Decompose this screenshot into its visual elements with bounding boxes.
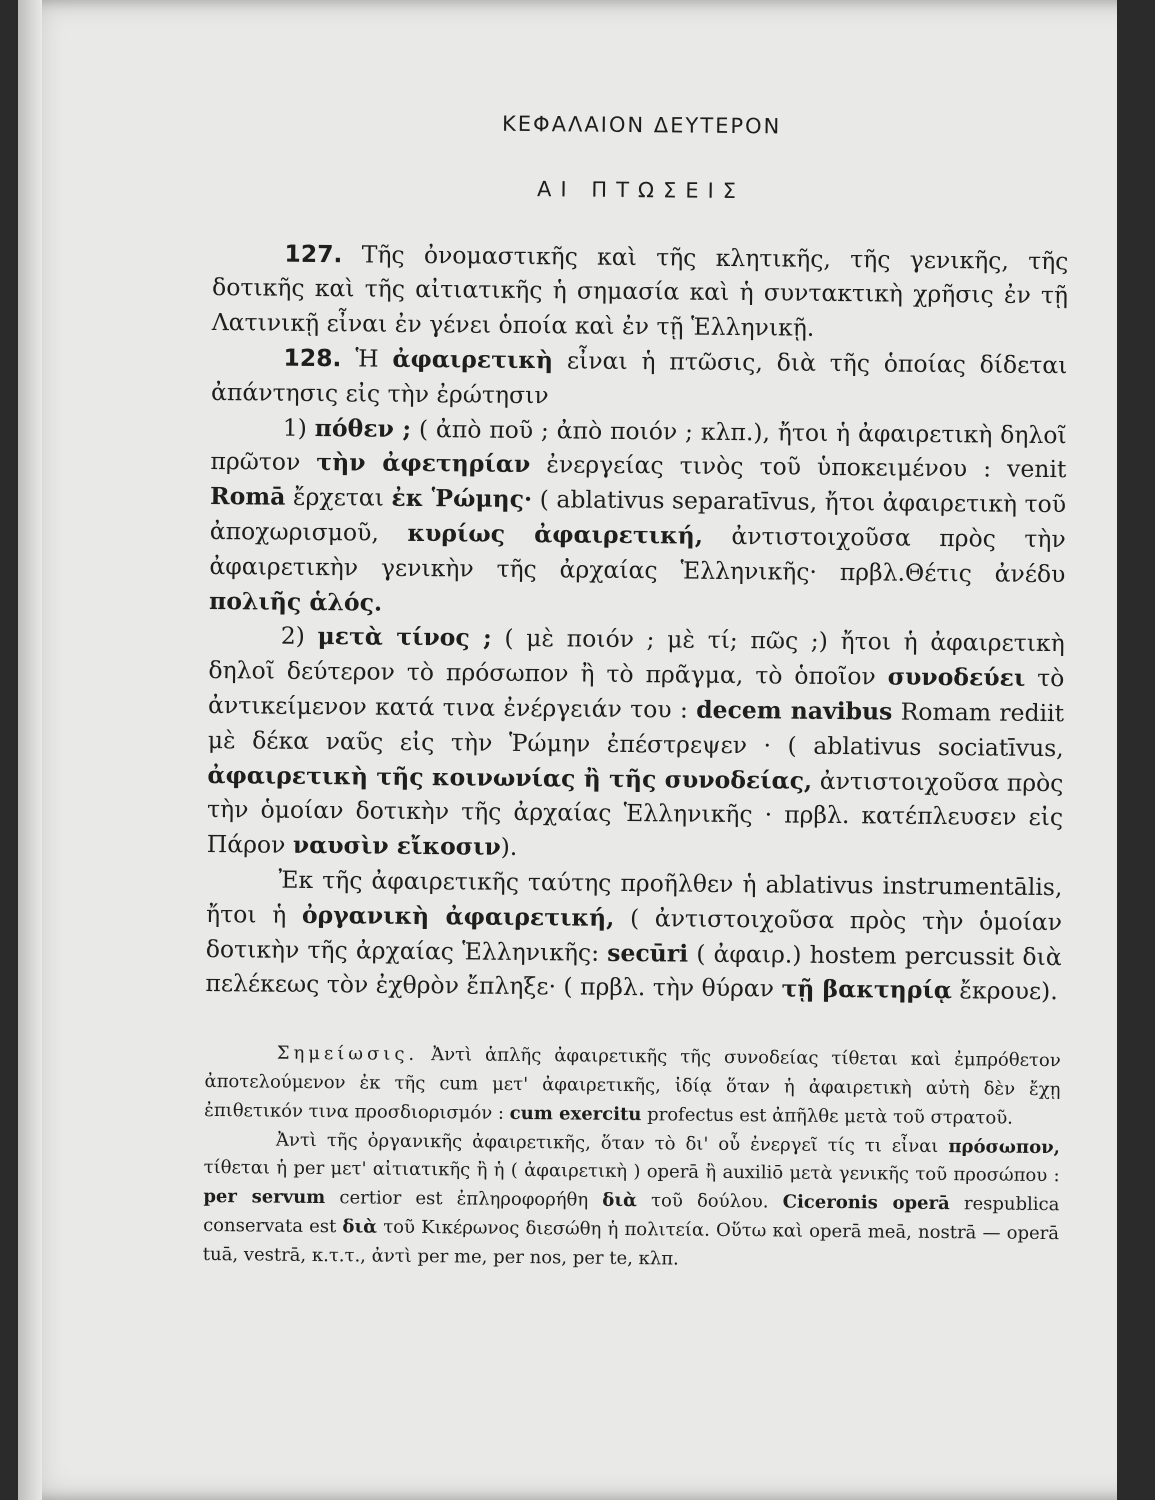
text-run: ( μὲ ποιόν ; μὲ τί; πῶς ;) ἤτοι ἡ ἀφαιρετικὴ δηλοῖ δεύτερον τὸ πρόσωπον ἢ τὸ πρᾶγμα, τὸ ὁποῖον [208, 624, 1065, 691]
text-run: τὸ ἀντικείμενον κατά τινα ἐνέργειάν του : [207, 664, 1065, 724]
text-run: ( ἀφαιρ.) hostem percussit διὰ πελέκεως τὸν ἐχθρὸν ἔπληξε· ( πρβλ. τὴν θύραν [205, 939, 1062, 1003]
paragraph-number: 128. [283, 343, 342, 373]
bold-term: Ciceronis operā [782, 1191, 950, 1215]
item-2 [207, 618, 1065, 870]
text-run: Ἀντὶ τῆς ὀργανικῆς ἀφαιρετικῆς, ὅταν τὸ δι' οὗ ἐνεργεῖ τίς τι εἶναι [275, 1129, 939, 1157]
bold-term: συνοδεύει [887, 662, 1026, 692]
text-run: τοῦ Κικέρωνος διεσώθη ἡ πολιτεία. Οὕτω καὶ operā meā, nostrā — operā tuā, vestrā, κ.τ.τ., ἀντὶ per me, per nos, per te, κλπ. [202, 1216, 1060, 1270]
text-run: ). [500, 832, 518, 862]
text-run: Ἀντὶ ἁπλῆς ἀφαιρετικῆς τῆς συνοδείας τίθεται καὶ ἐμπρόθετον ἀποτελούμενον ἐκ τῆς cum μετ' ἀφαιρετικῆς, ἰδίᾳ ὅταν ἡ ἀφαιρετικὴ αὐτὴ δὲν ἔχῃ ἐπιθετικόν τινα προσδιορισμόν : [204, 1044, 1061, 1124]
instrumental-paragraph [205, 862, 1062, 1009]
book-page [18, 0, 1136, 1500]
paragraph-number: 127. [284, 239, 343, 268]
item-number: 1) [282, 413, 308, 442]
chapter-heading: ΚΕΦΑΛΑΙΟΝ ΔΕΥΤΕΡΟΝ [501, 111, 782, 139]
text-run: respublica conservata est [203, 1193, 1060, 1238]
page-content [203, 92, 1070, 1278]
bold-term: ναυσὶν εἴκοσιν [292, 830, 501, 861]
bold-term: κυρίως ἀφαιρετική, [407, 518, 704, 550]
bold-term: μετὰ τίνος ; [317, 622, 492, 653]
bold-term: decem navibus [696, 695, 893, 726]
text-run: Ἡ [355, 344, 379, 373]
page-gutter-shadow [18, 0, 42, 1500]
bold-term: ὀργανικὴ ἀφαιρετική, [301, 900, 615, 932]
text-run: ἀντιστοιχοῦσα πρὸς τὴν ὁμοίαν δοτικὴν τῆς ἀρχαίας Ἑλληνικῆς · πρβλ. κατέπλευσεν εἰς Πάρον [206, 766, 1064, 859]
bold-term: ἀφαιρετικὴ [392, 344, 554, 375]
text-run: ( ἀπὸ ποῦ ; ἀπὸ ποιόν ; κλπ.), ἤτοι ἡ ἀφαιρετικὴ δηλοῖ πρῶτον [210, 414, 1067, 477]
text-run: τοῦ δούλου. [651, 1190, 769, 1213]
item-1 [209, 410, 1067, 627]
bold-term: διὰ [602, 1189, 638, 1212]
text-run: ἔρχεται [292, 482, 385, 512]
bold-term: πόθεν ; [314, 413, 412, 443]
note-2 [203, 1125, 1060, 1277]
paragraph-128 [211, 340, 1068, 418]
text-run: ( ablativus separatīvus, ἤτοι ἀφαιρετικὴ τοῦ ἀποχωρισμοῦ, [209, 485, 1067, 547]
page-edge [1117, 0, 1136, 1500]
bold-term: Romā [209, 482, 286, 511]
text-run: ( ἀντιστοιχοῦσα πρὸς τὴν ὁμοίαν δοτικὴν τῆς ἀρχαίας Ἑλληνικῆς: [205, 903, 1063, 967]
bold-term: τῇ βακτηρίᾳ [781, 974, 953, 1005]
bold-term: τὴν ἀφετηρίαν [316, 448, 531, 479]
bold-term: per servum [203, 1186, 326, 1209]
bold-term: διὰ [342, 1216, 378, 1238]
text-run: ἐνεργείας τινὸς τοῦ ὑποκειμένου : venit [546, 450, 1067, 484]
note-1 [204, 1039, 1061, 1134]
text-run: ἀντιστοιχοῦσα πρὸς τὴν ἀφαιρετικὴν γενικὴν τῆς ἀρχαίας Ἑλληνικῆς· πρβλ.Θέτις ἀνέδυ [209, 521, 1066, 588]
item-number: 2) [280, 622, 306, 651]
bold-term: πολιῆς ἁλός. [208, 586, 383, 617]
text-run: ἔκρουε). [959, 976, 1058, 1006]
text-run: εἶναι ἡ πτῶσις, διὰ τῆς ὁποίας δίδεται ἀπάντησις εἰς τὴν ἐρώτησιν [210, 346, 1068, 410]
notes-section [203, 1039, 1061, 1278]
bold-term: cum exercitu [509, 1102, 642, 1125]
text-run: τίθεται ἡ per μετ' αἰτιατικῆς ἢ ἡ ( ἀφαιρετικὴ ) operā ἢ auxiliō μετὰ γενικῆς τοῦ προσώπου : [203, 1157, 1060, 1187]
text-run: profectus est ἀπῆλθε μετὰ τοῦ στρατοῦ. [647, 1103, 1014, 1129]
text-run: Ἐκ τῆς ἀφαιρετικῆς ταύτης προῆλθεν ἡ ablativus instrumentālis, ἤτοι ἡ [205, 865, 1063, 929]
text-run: certior est ἐπληροφορήθη [339, 1187, 589, 1211]
text-run: Romam rediit μὲ δέκα ναῦς εἰς τὴν Ῥώμην ἐπέστρεψεν · ( ablativus sociatīvus, [207, 697, 1065, 762]
bold-term: ἐκ Ῥώμης· [391, 483, 533, 514]
paragraph-127 [212, 236, 1069, 349]
bold-term: πρόσωπον, [948, 1135, 1061, 1158]
bold-term: ἀφαιρετικὴ τῆς κοινωνίας ἢ τῆς συνοδείας, [207, 760, 813, 795]
bold-term: secūri [607, 938, 689, 968]
paragraph-text: Τῆς ὀνομαστικῆς καὶ τῆς κλητικῆς, τῆς γενικῆς, τῆς δοτικῆς καὶ τῆς αἰτιατικῆς ἡ σημασία καὶ ἡ συντακτικὴ χρῆσις ἐν τῇ Λατινικῇ εἶναι ἐν γένει ὁποία καὶ ἐν τῇ Ἑλληνικῇ. [211, 240, 1069, 342]
section-title: ΑΙ ΠΤΩΣΕΙΣ [537, 176, 746, 203]
note-label: Σημείωσις. [276, 1042, 419, 1066]
